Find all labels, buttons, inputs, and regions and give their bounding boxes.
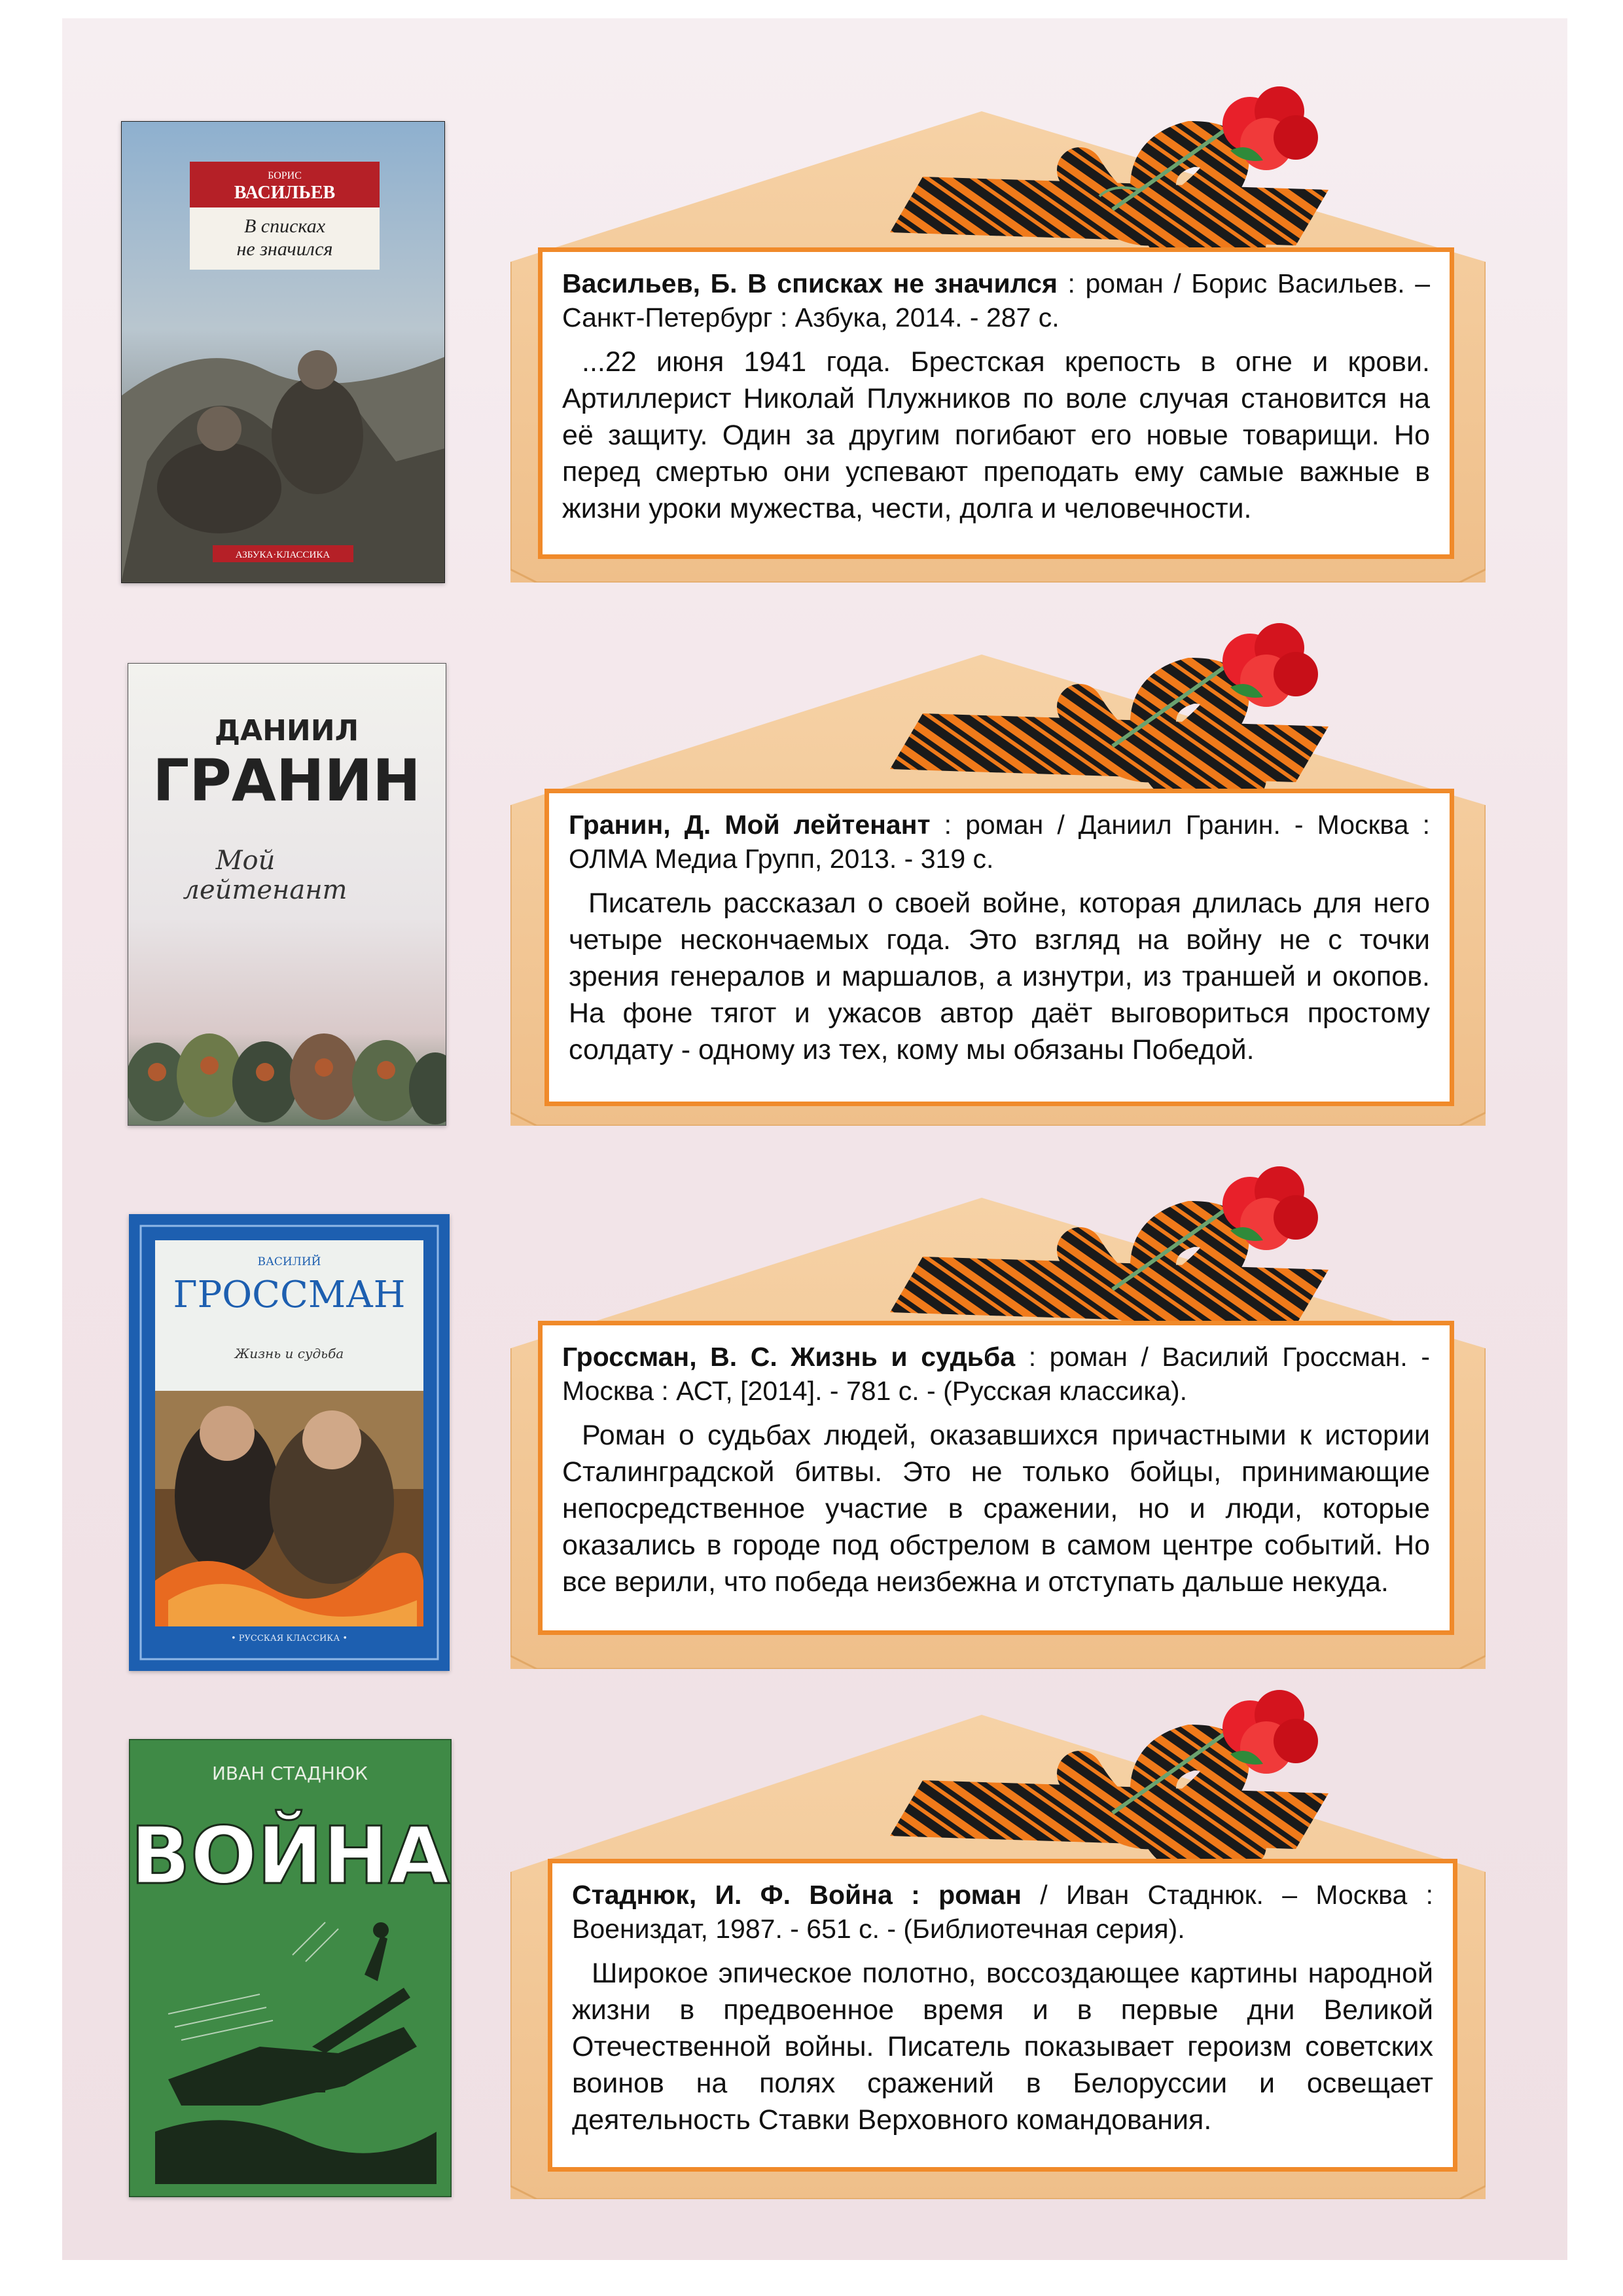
citation-title: Васильев, Б. В списках не значился xyxy=(562,268,1058,298)
cover-series: • РУССКАЯ КЛАССИКА • xyxy=(230,1634,348,1643)
book-annotation: Широкое эпическое полотно, воссоздающее картины народной жизни в предвоенное время и в первые дни Великой Отечественной войны. Писатель показывает героизм советских воинов на полях сражений в Белоруссии и освещает деятельность Ставки Верховного командования. xyxy=(572,1958,1433,2136)
cover-title-line1: Мой xyxy=(215,846,276,876)
cover-author-last: ГРОССМАН xyxy=(173,1274,406,1316)
citation-details: : роман / Василий Гроссман. - Москва : АСТ, [2014]. - 781 с. - (Русская классика). xyxy=(562,1342,1431,1406)
citation-details: : роман / Борис Васильев. – Санкт-Петербург : Азбука, 2014. - 287 с. xyxy=(562,268,1431,332)
book-description-card xyxy=(548,1859,1457,2172)
citation-title: Стаднюк, И. Ф. Война : роман xyxy=(572,1880,1022,1910)
book-description-card xyxy=(538,247,1454,559)
bibliographic-citation xyxy=(562,1340,1430,1408)
cover-series: АЗБУКА·КЛАССИКА xyxy=(235,550,330,560)
cover-title-line1: Жизнь и судьба xyxy=(234,1346,344,1361)
bibliographic-citation xyxy=(562,266,1430,334)
book-cover-vasiliev xyxy=(121,121,445,583)
book-cover-granin xyxy=(128,663,446,1126)
cover-author-last: ГРАНИН xyxy=(152,747,421,814)
citation-details: : роман / Даниил Гранин. - Москва : ОЛМА Медиа Групп, 2013. - 319 с. xyxy=(569,810,1430,874)
book-annotation: ...22 июня 1941 года. Брестская крепость в огне и крови. Артиллерист Николай Плужников по воле случая становится на её защиту. Один за другим погибают его новые товарищи. Но перед смертью они успевают преподать ему самые важные в жизни уроки мужества, чести, долга и человечности. xyxy=(562,346,1430,524)
cover-author-first: ВАСИЛИЙ xyxy=(257,1255,321,1268)
citation-title: Гроссман, В. С. Жизнь и судьба xyxy=(562,1342,1016,1372)
cover-author: ИВАН СТАДНЮК xyxy=(211,1763,368,1784)
book-description-card xyxy=(544,789,1454,1106)
cover-author-last: ВАСИЛЬЕВ xyxy=(234,183,336,203)
book-annotation: Писатель рассказал о своей войне, которая длилась для него четыре нескончаемых года. Это взгляд на войну не с точки зрения генералов и маршалов, а изнутри, из траншей и окопов. На фоне тягот и ужасов автор даёт выговориться простому солдату - одному из тех, кому мы обязаны Победой. xyxy=(569,888,1430,1066)
cover-title-line1: В списках xyxy=(243,215,326,237)
book-description-card xyxy=(538,1321,1454,1635)
book-cover-stadnyuk xyxy=(129,1739,452,2197)
cover-title: ВОЙНА xyxy=(130,1811,450,1902)
cover-title-line2: не значился xyxy=(236,238,333,260)
book-cover-grossman xyxy=(129,1214,450,1671)
cover-title-line2: лейтенант xyxy=(183,875,348,905)
citation-title: Гранин, Д. Мой лейтенант xyxy=(569,810,931,840)
cover-author-first: ДАНИИЛ xyxy=(214,714,359,747)
citation-details: / Иван Стаднюк. – Москва : Воениздат, 1987. - 651 с. - (Библиотечная серия). xyxy=(572,1880,1434,1944)
bibliographic-citation xyxy=(569,808,1430,876)
book-annotation: Роман о судьбах людей, оказавшихся причастными к истории Сталинградской битвы. Это не только бойцы, принимающие непосредственное участие в сражении, но и люди, которые оказались в городе под обстрелом в самом центре событий. Но все верили, что победа неизбежна и отступать дальше некуда. xyxy=(562,1420,1430,1598)
cover-author-first: БОРИС xyxy=(268,170,302,181)
bibliographic-citation xyxy=(572,1878,1433,1946)
